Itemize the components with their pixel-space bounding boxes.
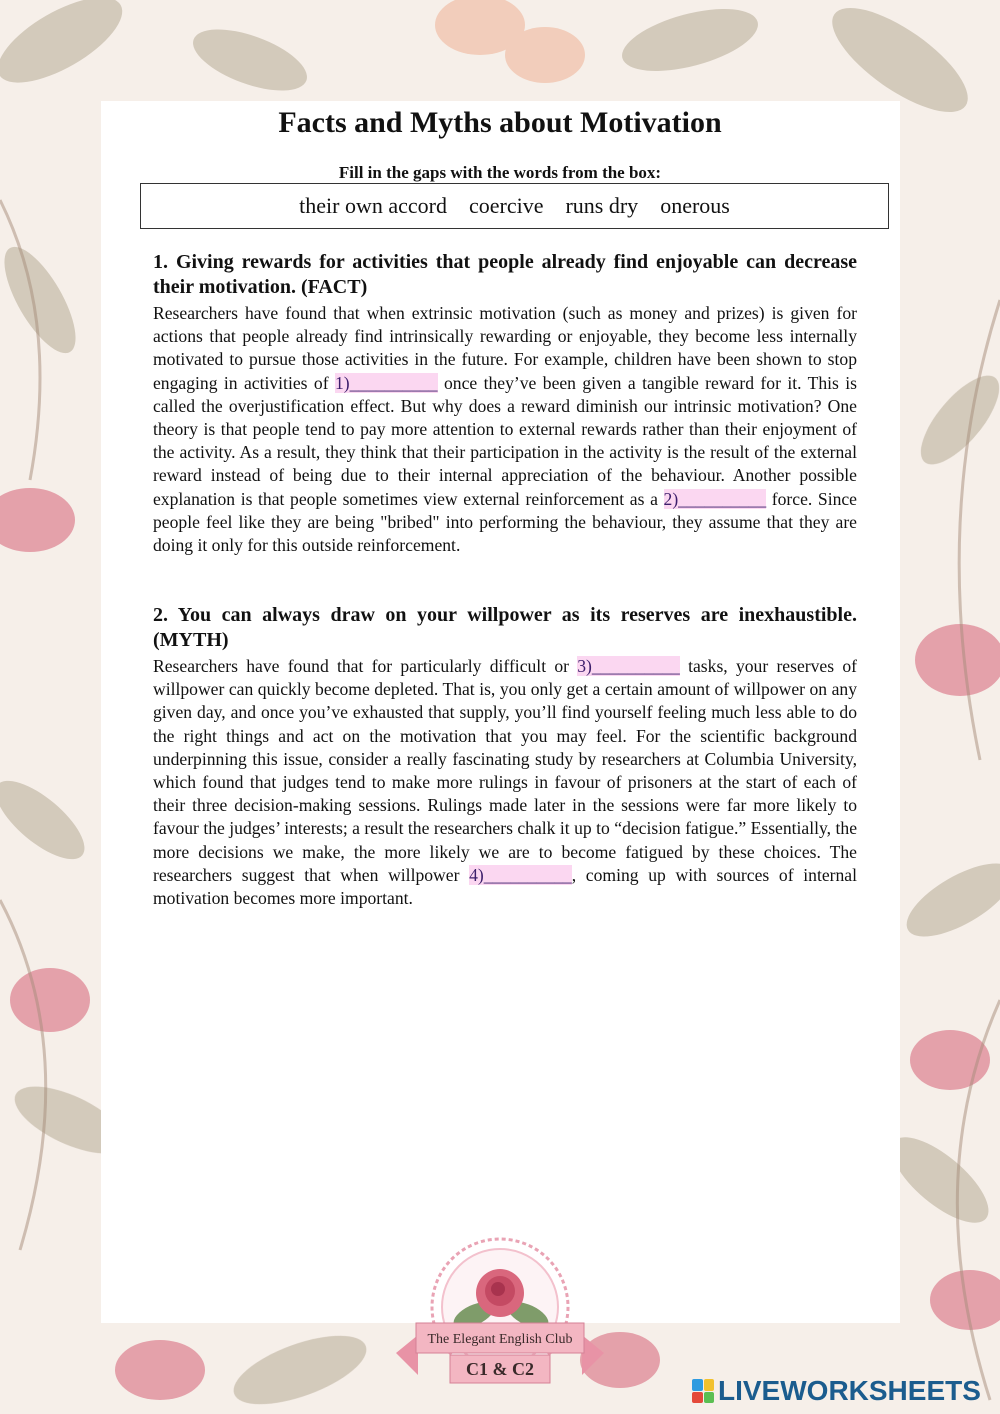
club-logo — [386, 1235, 614, 1405]
section-heading — [153, 250, 857, 300]
section-number: 2. — [153, 604, 168, 626]
word-option: coercive — [468, 193, 544, 218]
word-box — [140, 183, 889, 229]
section-heading-text: You can always draw on your willpower as its reserves are inexhaustible. (MYTH) — [153, 604, 857, 651]
gap-3-input[interactable]: 3)__________ — [577, 656, 680, 676]
paragraph-text: Researchers have found that for particularly difficult or — [153, 656, 578, 676]
paragraph-text: , coming up with sources of internal motivation becomes more important. — [153, 864, 857, 909]
section-heading — [153, 603, 857, 653]
liveworksheets-icon — [692, 1379, 714, 1403]
word-option: onerous — [660, 193, 730, 218]
gap-4-input[interactable]: 4)__________ — [469, 864, 572, 885]
paragraph-text: force. Since people feel like they are being "bribed" into performing the behaviour, they assume that they are doing it only for this outside reinforcement. — [153, 488, 857, 556]
section-heading-text: Giving rewards for activities that people already find enjoyable can decrease their motivation. (FACT) — [153, 251, 858, 298]
word-option: runs dry — [565, 193, 639, 218]
logo-club-name: The Elegant English Club — [427, 1332, 573, 1347]
paragraph-text: Researchers have found that when extrinsic motivation (such as money and prizes) is given for actions that people already find intrinsically rewarding or enjoyable, they become less internally motivated to pursue those activities in the future. For example, children have been shown to stop engaging in activities of — [153, 303, 857, 393]
section-body — [153, 302, 857, 557]
gap-2-input[interactable]: 2)__________ — [663, 488, 767, 509]
brand-name: LIVEWORKSHEETS — [718, 1375, 981, 1406]
paragraph-text: tasks, your reserves of willpower can quickly become depleted. That is, you only get a certain amount of willpower on any given day, and once you’ve exhausted that supply, you’ll find yourself feeling much less able to do the right things and act on the motivation that you may feel. For the scientific background underpinning this issue, consider a really fascinating study by researchers at Columbia University, which found that judges tend to make more rulings in favour of prisoners at the start of each of their three decision-making sessions. Rulings made later in the sessions were far more likely to favour the judges’ interests; a result the researchers chalk it up to “decision fatigue.” Essentially, the more decisions we make, the more likely we are to become fatigued by these choices. The researchers suggest that when willpower — [153, 656, 857, 885]
liveworksheets-brand[interactable] — [692, 1376, 981, 1406]
logo-level: C1 & C2 — [466, 1359, 534, 1379]
section-2 — [153, 603, 857, 910]
word-option: their own accord — [299, 193, 447, 218]
paragraph-text: once they’ve been given a tangible reward for it. This is called the overjustification effect. But why does a reward diminish our intrinsic motivation? One theory is that people tend to pay more attention to external rewards rather than their enjoyment of the activity. As a result, they think that their participation in the activity is the result of the external reward instead of being due to their internal appreciation of the behaviour. Another possible explanation is that people sometimes view external reinforcement as a — [153, 372, 858, 509]
instruction-text: Fill in the gaps with the words from the box: — [338, 163, 662, 182]
gap-1-input[interactable]: 1)__________ — [334, 372, 438, 393]
section-body — [153, 655, 857, 910]
section-number: 1. — [153, 251, 168, 273]
section-1 — [153, 250, 857, 557]
worksheet-title: Facts and Myths about Motivation — [278, 106, 722, 139]
